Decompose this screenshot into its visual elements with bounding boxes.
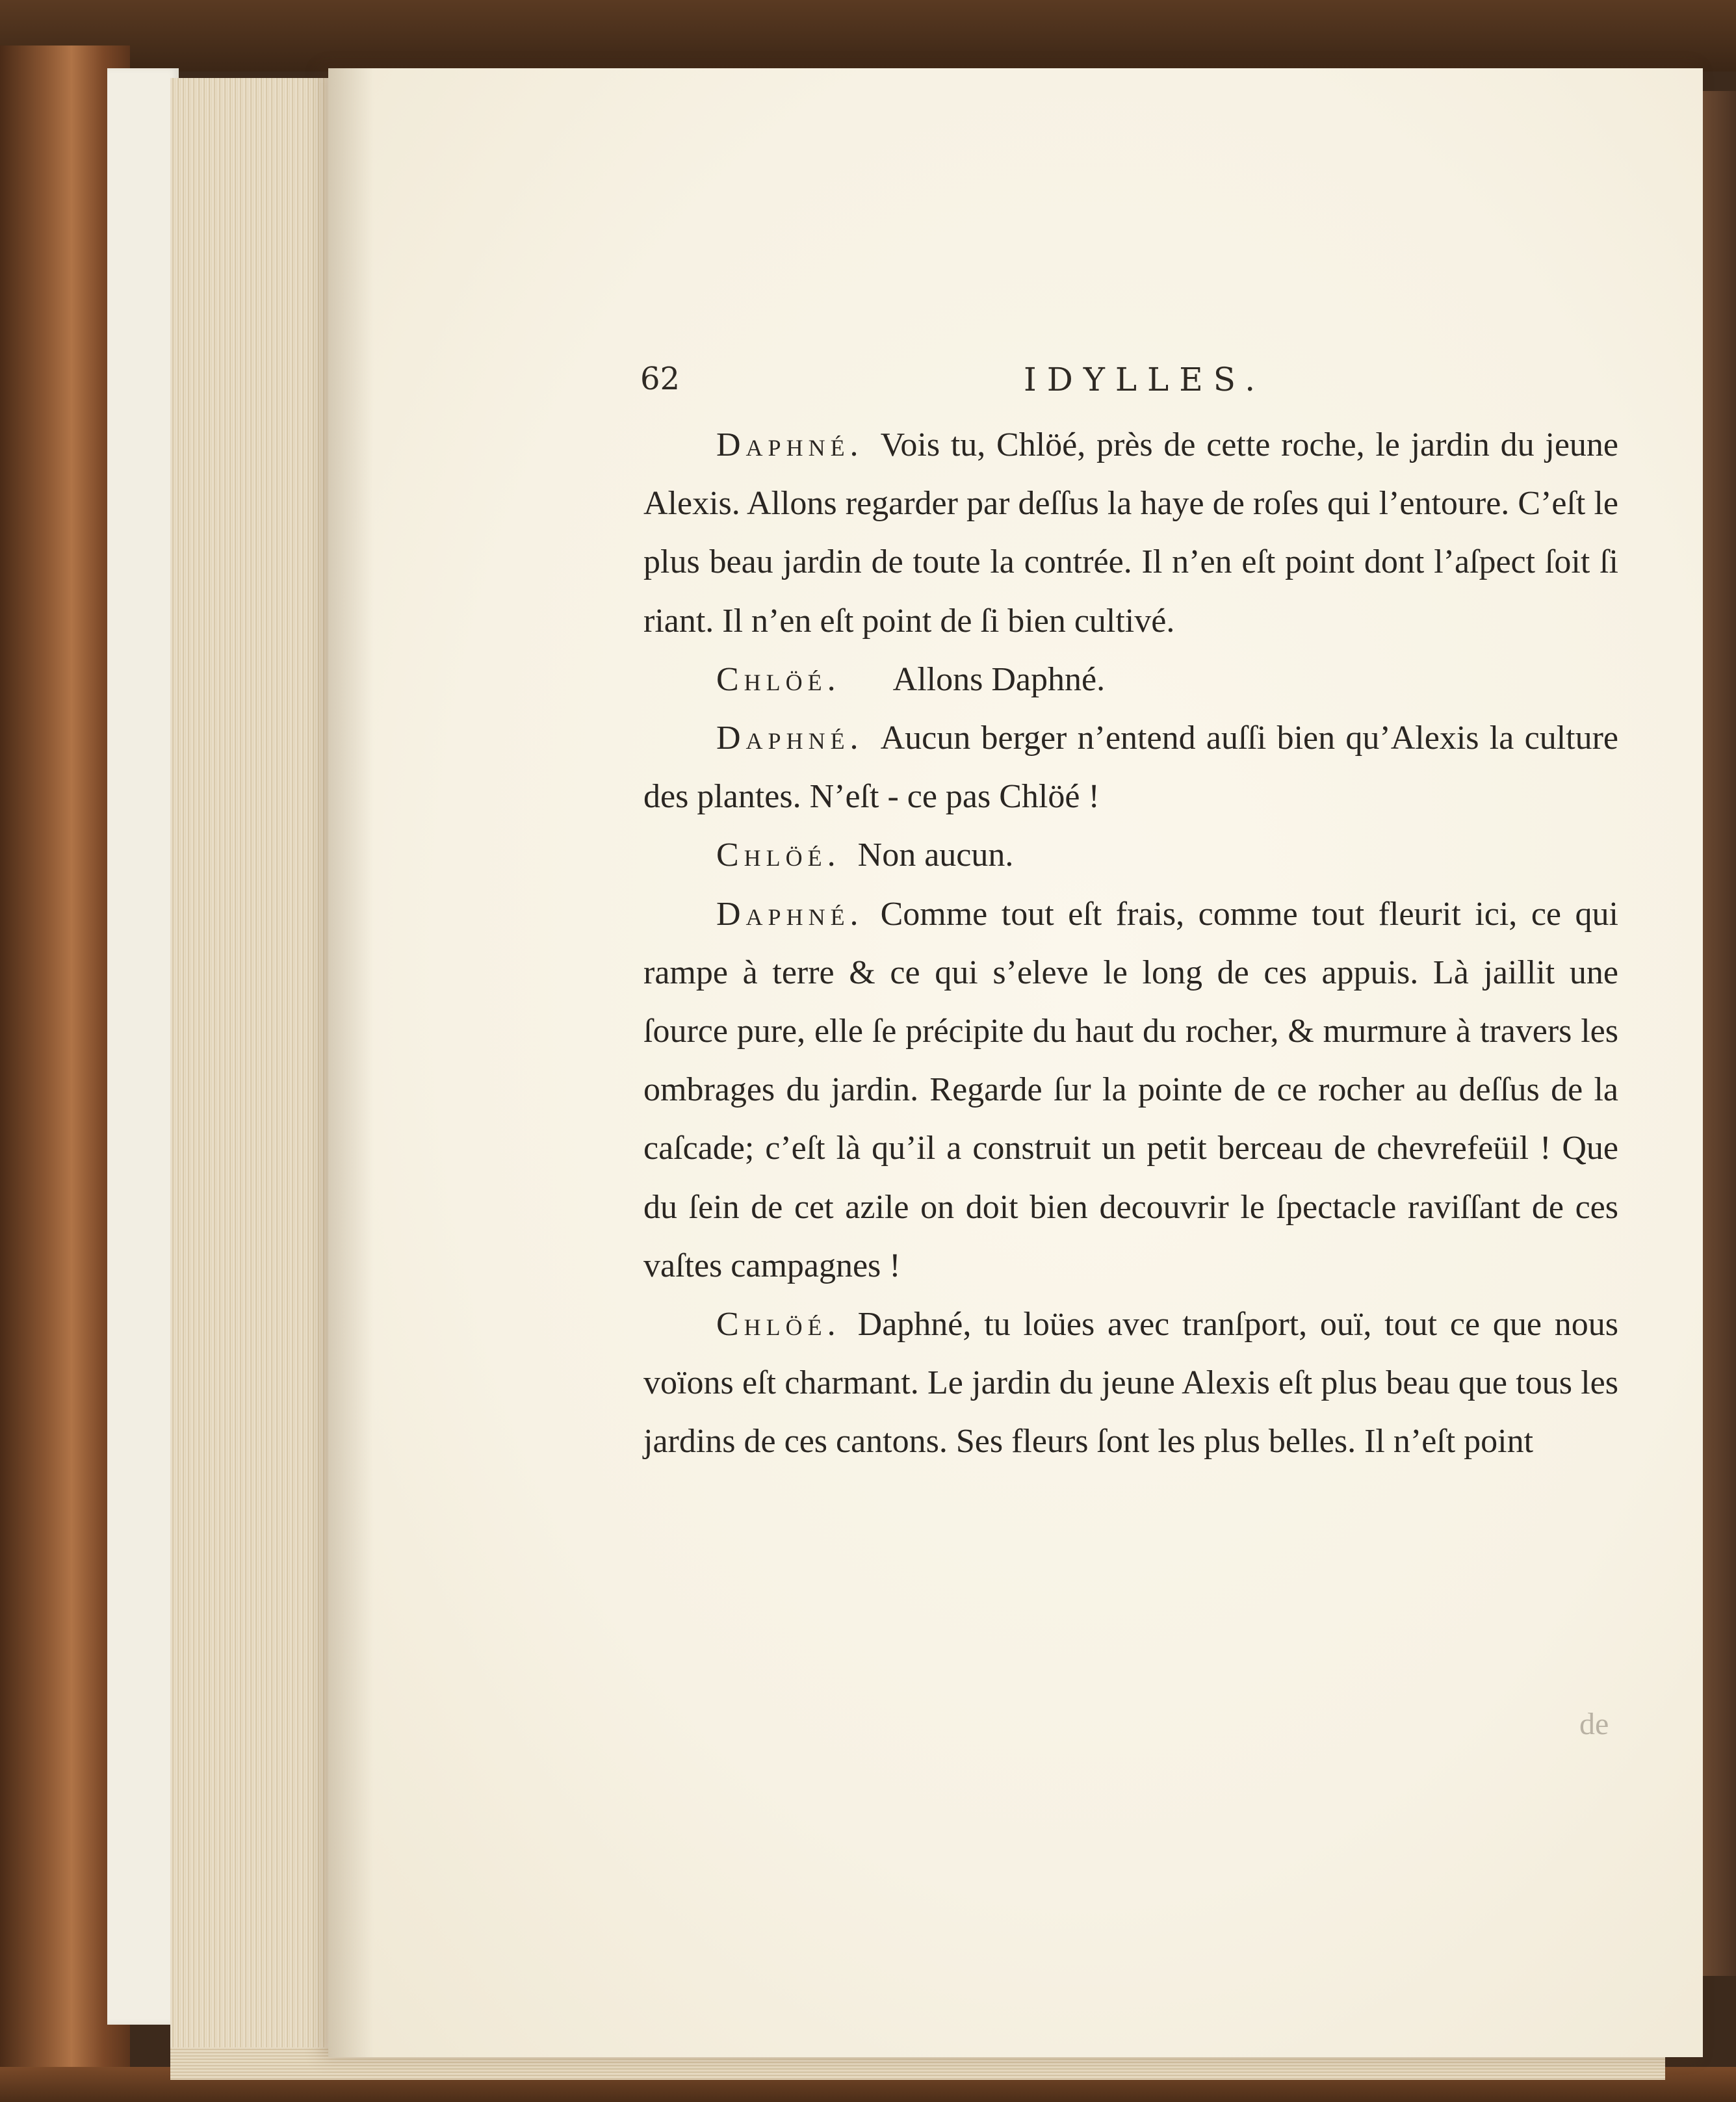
speaker-name: Chlöé. <box>716 660 841 698</box>
dialogue-paragraph <box>643 416 1618 651</box>
dialogue-paragraph <box>643 1295 1618 1472</box>
page-edges <box>170 78 333 2080</box>
dialogue-text: Vois tu, Chlöé, près de cette roche, le jardin du jeune Alexis. Allons regarder par deſſus la haye de roſes qui l’entoure. C’eſt le plus beau jardin de toute la contrée. Il n’en eſt point dont l’aſpect ſoit ſi riant. Il n’en eſt point de ſi bien cultivé. <box>643 426 1618 640</box>
speaker-name: Daphné. <box>716 426 864 463</box>
running-title: IDYLLES. <box>1024 361 1266 398</box>
page-body <box>643 416 1618 1472</box>
facing-binding-edge <box>1702 91 1736 1976</box>
dialogue-text: Comme tout eſt frais, comme tout fleurit ici, ce qui rampe à terre & ce qui s’eleve le long de ces appuis. Là jaillit une ſource pure, elle ſe précipite du haut du rocher, & murmure à travers les ombrages du jardin. Regarde ſur la pointe de ce rocher au deſſus de la caſcade; c’eſt là qu’il a construit un petit berceau de chevrefeüil ! Que du ſein de cet azile on doit bien decouvrir le ſpectacle raviſſant de ces vaſtes campagnes ! <box>643 895 1618 1284</box>
catchword: de <box>1579 1707 1609 1741</box>
speaker-name: Chlöé. <box>716 1306 841 1343</box>
dialogue-text: Daphné, tu loües avec tranſport, ouï, tout ce que nous voïons eſt charmant. Le jardin du jeune Alexis eſt plus beau que tous les jardins de ces cantons. Ses fleurs ſont les plus belles. Il n’eſt point <box>643 1306 1618 1460</box>
speaker-name: Chlöé. <box>716 837 841 874</box>
page-header <box>640 361 1622 406</box>
dialogue-text: Allons Daphné. <box>892 660 1106 698</box>
dialogue-paragraph <box>643 651 1618 709</box>
dialogue-paragraph <box>643 709 1618 826</box>
endpaper <box>107 68 179 2025</box>
binding-top <box>0 0 1736 71</box>
dialogue-paragraph <box>643 826 1618 885</box>
dialogue-text: Aucun berger n’entend auſſi bien qu’Alexis la culture des plantes. N’eſt - ce pas Chlöé ! <box>643 720 1618 816</box>
speaker-name: Daphné. <box>716 895 864 933</box>
page-number: 62 <box>640 361 680 397</box>
gutter-shadow <box>328 68 374 2057</box>
speaker-name: Daphné. <box>716 720 864 757</box>
dialogue-text: Non aucun. <box>857 837 1014 874</box>
dialogue-paragraph <box>643 885 1618 1295</box>
